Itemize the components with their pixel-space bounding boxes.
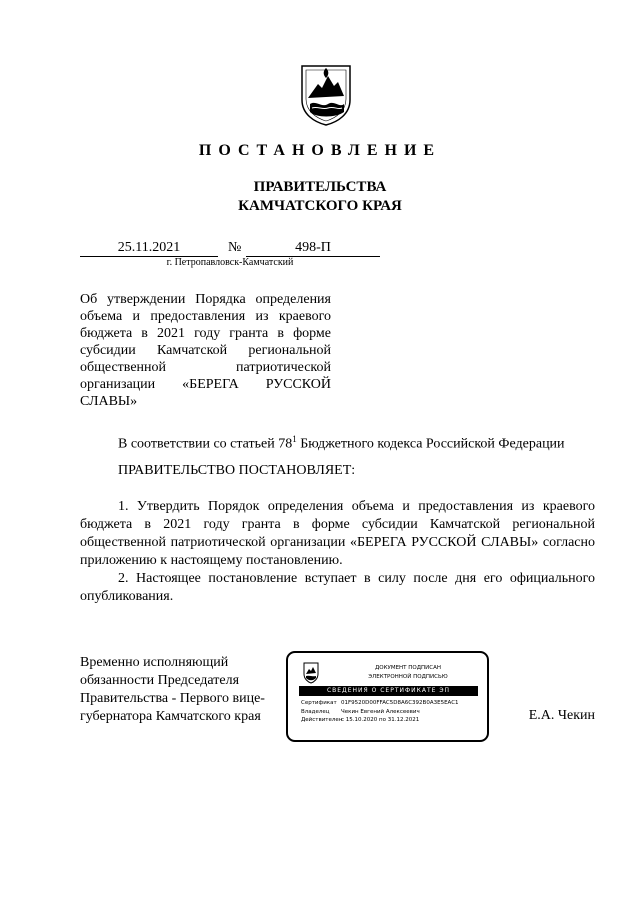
legal-basis-text-end: Бюджетного кодекса Российской Федерации	[296, 436, 565, 452]
stamp-row-value: с 15.10.2020 по 31.12.2021	[341, 717, 420, 723]
signer-position-line: обязанности Председателя	[80, 673, 240, 688]
legal-basis-superscript: 1	[292, 434, 297, 444]
authority-line-1: ПРАВИТЕЛЬСТВА	[253, 179, 387, 195]
authority-line-2: КАМЧАТСКОГО КРАЯ	[238, 198, 402, 214]
stamp-row-value: Чекин Евгений Алексеевич	[341, 708, 420, 715]
signer-position-line: Правительства - Первого вице-	[80, 691, 265, 706]
signer-position	[80, 654, 290, 726]
document-subject: Об утверждении Порядка определения объема и предоставления из краевого бюджета в 2021 году гранта в форме субсидии Камчатской региональной общественной патриотической организации «БЕРЕГА РУССКОЙ СЛАВЫ»	[80, 292, 331, 409]
legal-basis-paragraph	[80, 430, 595, 454]
stamp-certificate-details	[301, 699, 459, 725]
decree-item-2: 2. Настоящее постановление вступает в силу после дня его официального опубликования.	[80, 571, 595, 604]
stamp-row-value: 01F9520D00FFAC5D8A6C392B0A3E5EAC1	[341, 700, 459, 706]
issuing-authority	[0, 178, 640, 216]
document-date: 25.11.2021	[80, 240, 218, 257]
stamp-emblem-icon	[303, 662, 319, 684]
date-number-line	[80, 240, 380, 258]
stamp-row	[301, 708, 459, 717]
legal-basis-text: В соответствии со статьей 78	[118, 436, 293, 452]
signer-position-line: Временно исполняющий	[80, 655, 229, 670]
stamp-row	[301, 699, 459, 708]
stamp-row-label: Сертификат	[301, 700, 337, 706]
stamp-row	[301, 716, 459, 725]
document-number: 498-П	[246, 240, 380, 257]
stamp-caption	[338, 664, 478, 682]
signer-position-line: губернатора Камчатского края	[80, 709, 261, 724]
issue-city: г. Петропавловск-Камчатский	[166, 257, 294, 268]
stamp-caption-line-2: ЭЛЕКТРОННОЙ ПОДПИСЬЮ	[368, 674, 448, 680]
signer-name: Е.А. Чекин	[528, 708, 595, 723]
stamp-row-label: Действителен	[301, 717, 343, 723]
coat-of-arms-emblem	[300, 62, 352, 126]
stamp-caption-line-1: ДОКУМЕНТ ПОДПИСАН	[374, 665, 442, 671]
document-type-title: ПОСТАНОВЛЕНИЕ	[198, 142, 442, 159]
number-sign: №	[228, 240, 242, 255]
decree-items	[80, 498, 595, 606]
decree-line: ПРАВИТЕЛЬСТВО ПОСТАНОВЛЯЕТ:	[118, 463, 356, 478]
stamp-row-label: Владелец	[301, 708, 330, 715]
stamp-certificate-header: СВЕДЕНИЯ О СЕРТИФИКАТЕ ЭП	[299, 686, 478, 696]
decree-item-1: 1. Утвердить Порядок определения объема и предоставления из краевого бюджета в 2021 году гранта в форме субсидии Камчатской региональной общественной патриотической организации «БЕРЕГА РУССКОЙ СЛАВЫ» согласно приложению к настоящему постановлению.	[80, 499, 595, 568]
electronic-signature-stamp	[286, 651, 489, 742]
